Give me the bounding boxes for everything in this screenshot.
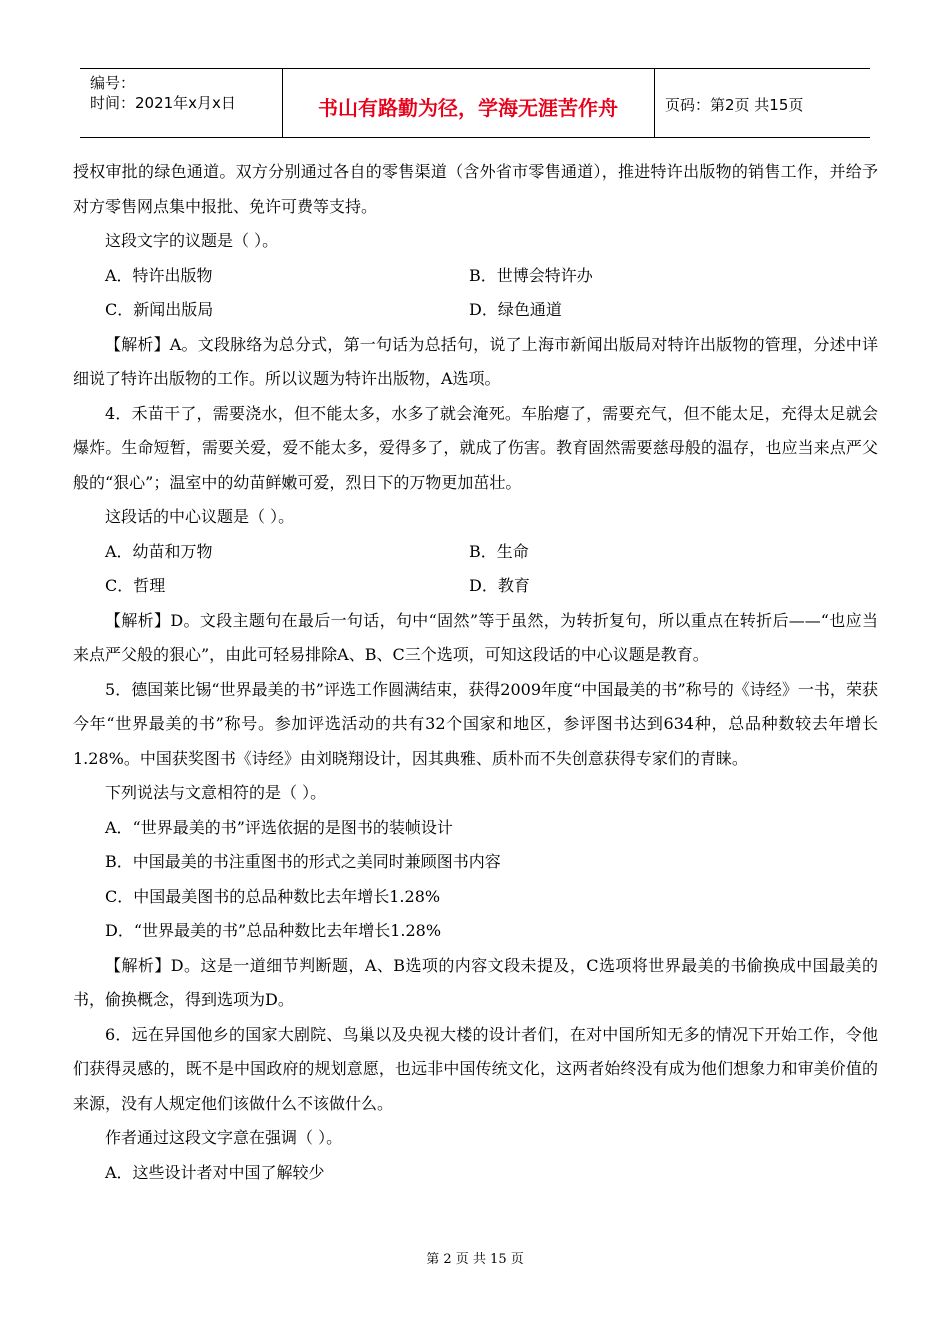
q3-option-b: B．世博会特许办	[469, 265, 593, 285]
q4-options-row-2	[73, 569, 878, 604]
q3-stem: 这段文字的议题是（ ）。	[105, 231, 279, 250]
q5-analysis: 【解析】D。这是一道细节判断题，A、B选项的内容文段未提及，C选项将世界最美的书偷换成中国最美的书，偷换概念，得到选项为D。	[73, 955, 878, 1009]
header-meta-cell	[80, 69, 283, 137]
number-label: 编号：	[90, 74, 136, 92]
page-footer: 第 2 页 共 15 页	[426, 1252, 524, 1267]
q3-option-d: D．绿色通道	[469, 300, 562, 319]
q3-option-a: A．特许出版物	[105, 265, 213, 285]
q5-option-d: D．“世界最美的书”总品种数比去年增长1.28%	[105, 921, 442, 940]
page-label: 页码：第2页 共15页	[665, 96, 804, 114]
q6-option-a: A．这些设计者对中国了解较少	[105, 1162, 325, 1182]
q4-option-d: D．教育	[469, 576, 530, 595]
header-page-cell	[655, 69, 870, 137]
q3-analysis: 【解析】A。文段脉络为总分式，第一句话为总括句，说了上海市新闻出版局对特许出版物的管理，分述中详细说了特许出版物的工作。所以议题为特许出版物，A选项。	[73, 334, 878, 388]
q5-option-b: B．中国最美的书注重图书的形式之美同时兼顾图书内容	[105, 852, 501, 871]
q4-analysis: 【解析】D。文段主题句在最后一句话，句中“固然”等于虽然，为转折复句，所以重点在转折后——“也应当来点严父般的狠心”，由此可轻易排除A、B、C三个选项，可知这段话的中心议题是教育。	[73, 610, 878, 664]
q4-text: 4．禾苗干了，需要浇水，但不能太多，水多了就会淹死。车胎瘪了，需要充气，但不能太足，充得太足就会爆炸。生命短暂，需要关爱，爱不能太多，爱得多了，就成了伤害。教育固然需要慈母般的温存，也应当来点严父般的“狠心”；温室中的幼苗鲜嫩可爱，烈日下的万物更加茁壮。	[73, 403, 878, 492]
q4-stem: 这段话的中心议题是（ ）。	[105, 507, 295, 526]
q6-stem: 作者通过这段文字意在强调（ ）。	[105, 1128, 343, 1147]
motto: 书山有路勤为径，学海无涯苦作舟	[318, 96, 618, 120]
q5-option-c: C．中国最美图书的总品种数比去年增长1.28%	[105, 886, 441, 906]
q5-option-a: A．“世界最美的书”评选依据的是图书的装帧设计	[105, 817, 453, 837]
q5-text: 5．德国莱比锡“世界最美的书”评选工作圆满结束，获得2009年度“中国最美的书”称号的《诗经》一书，荣获今年“世界最美的书”称号。参加评选活动的共有32个国家和地区，参评图书达到634种，总品种数较去年增长1.28%。中国获奖图书《诗经》由刘晓翔设计，因其典雅、质朴而不失创意获得专家们的青睐。	[73, 679, 878, 768]
q5-stem: 下列说法与文意相符的是（ ）。	[105, 783, 327, 802]
q3-option-c: C．新闻出版局	[105, 300, 214, 319]
header-motto-cell	[282, 69, 655, 137]
page-header	[80, 68, 870, 138]
q4-option-b: B．生命	[469, 541, 529, 561]
q4-option-c: C．哲理	[105, 576, 166, 595]
q4-options-row-1	[73, 535, 878, 570]
time-label: 时间：2021年x月x日	[90, 94, 236, 112]
q4-option-a: A．幼苗和万物	[105, 541, 213, 561]
document-body	[73, 155, 878, 1190]
paragraph-continued: 授权审批的绿色通道。双方分别通过各自的零售渠道（含外省市零售通道），推进特许出版物的销售工作，并给予对方零售网点集中报批、免许可费等支持。	[73, 162, 878, 216]
q6-text: 6．远在异国他乡的国家大剧院、鸟巢以及央视大楼的设计者们，在对中国所知无多的情况下开始工作，令他们获得灵感的，既不是中国政府的规划意愿，也远非中国传统文化，这两者始终没有成为他们想象力和审美价值的来源，没有人规定他们该做什么不该做什么。	[73, 1024, 878, 1113]
q3-options-row-2	[73, 293, 878, 328]
q3-options-row-1	[73, 259, 878, 294]
